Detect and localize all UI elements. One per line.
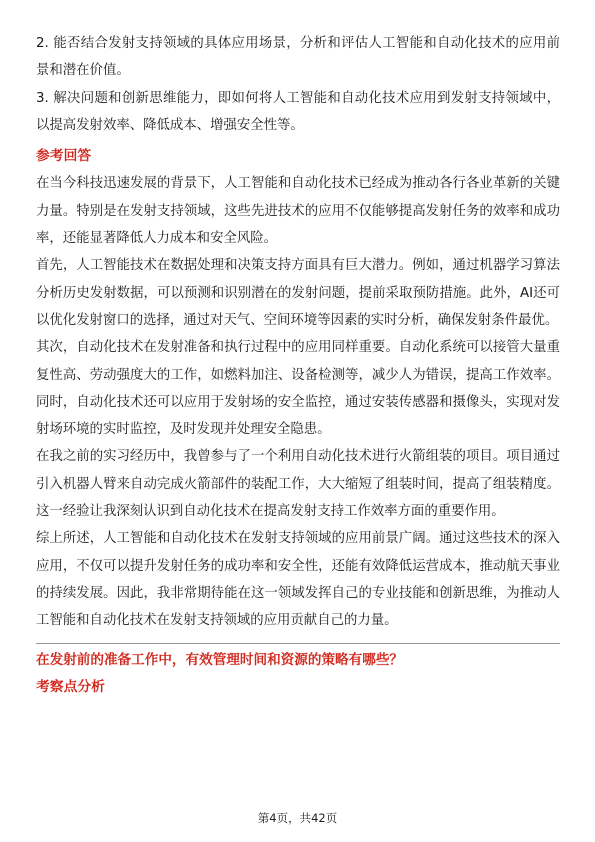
answer-paragraph-5: 综上所述，人工智能和自动化技术在发射支持领域的应用前景广阔。通过这些技术的深入应用，不仅可以提升发射任务的成功率和安全性，还能有效降低运营成本，推动航天事业的持续发展。因此，我非常期待能在这一领域发挥自己的专业技能和创新思维，为推动人工智能和自动化技术在发射支持领域的应用贡献自己的力量。 [36, 531, 560, 629]
intro-point-2: 2. 能否结合发射支持领域的具体应用场景，分析和评估人工智能和自动化技术的应用前景和潜在价值。 [36, 36, 560, 79]
next-question-title: 在发射前的准备工作中，有效管理时间和资源的策略有哪些？ [36, 651, 404, 668]
page-footer: 第4页，共42页 [257, 811, 338, 825]
answer-paragraph-3: 其次，自动化技术在发射准备和执行过程中的应用同样重要。自动化系统可以接管大量重复性高、劳动强度大的工作，如燃料加注、设备检测等，减少人为错误，提高工作效率。同时，自动化技术还可以应用于发射场的安全监控，通过安装传感器和摄像头，实现对发射场环境的实时监控，及时发现并处理安全隐患。 [36, 340, 560, 438]
section-divider [36, 643, 560, 644]
answer-heading: 参考回答 [36, 148, 92, 165]
answer-paragraph-2: 首先，人工智能技术在数据处理和决策支持方面具有巨大潜力。例如，通过机器学习算法分析历史发射数据，可以预测和识别潜在的发射问题，提前采取预防措施。此外，AI还可以优化发射窗口的选择，通过对天气、空间环境等因素的实时分析，确保发射条件最优。 [36, 258, 560, 328]
document-body [36, 30, 560, 701]
answer-paragraph-4: 在我之前的实习经历中，我曾参与了一个利用自动化技术进行火箭组装的项目。项目通过引入机器人臂来自动完成火箭部件的装配工作，大大缩短了组装时间，提高了组装精度。这一经验让我深刻认识到自动化技术在提高发射支持工作效率方面的重要作用。 [36, 449, 560, 520]
analysis-heading: 考察点分析 [36, 679, 105, 696]
intro-point-3: 3. 解决问题和创新思维能力，即如何将人工智能和自动化技术应用到发射支持领域中，以提高发射效率、降低成本、增强安全性等。 [36, 90, 560, 133]
answer-paragraph-1: 在当今科技迅速发展的背景下，人工智能和自动化技术已经成为推动各行各业革新的关键力量。特别是在发射支持领域，这些先进技术的应用不仅能够提高发射任务的效率和成功率，还能显著降低人力成本和安全风险。 [36, 176, 560, 247]
